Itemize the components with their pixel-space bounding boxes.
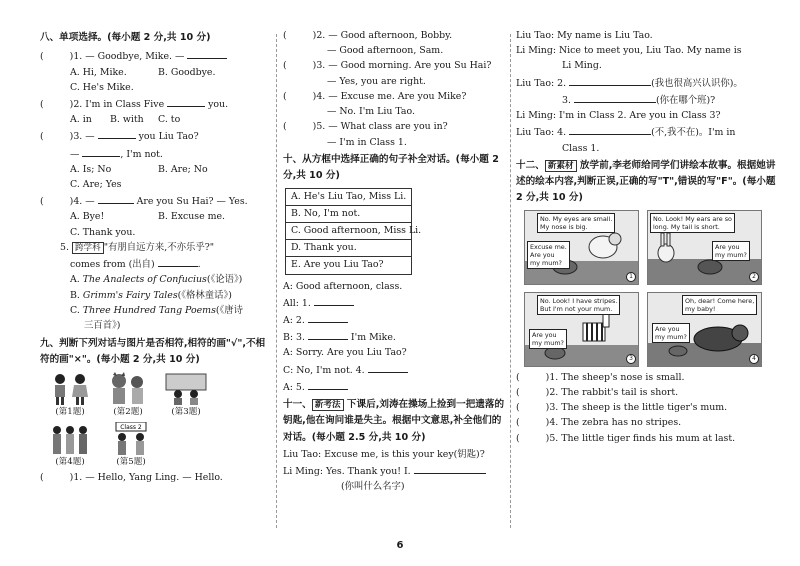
panel-number: 1 [626,272,636,282]
s12-item-3: ( )3. The sheep is the little tiger's mum. [516,402,728,414]
answer-blank[interactable] [308,380,348,390]
s8-q5-option-c-cont: 三百首》) [84,320,121,332]
option-d: D. Thank you. [286,240,411,257]
s9-picture-3 [164,372,208,418]
three-children-illustration [48,422,92,456]
picture-caption: (第5题) [116,456,146,467]
column-2 [283,30,505,497]
comic-panel-4 [647,292,762,367]
s10-dialogue-3: A: 2. [283,313,505,327]
speech-bubble: No. Look! I have stripes. But I'm not your mum. [537,295,620,315]
comic-panel-1 [524,210,639,285]
s9-picture-1 [48,372,92,418]
answer-blank[interactable] [574,93,656,103]
s9-q4-line2: — No. I'm Liu Tao. [327,106,415,118]
s9-pictures-row-2 [48,422,268,468]
answer-blank[interactable] [314,296,354,306]
answer-blank[interactable] [308,330,348,340]
picture-caption: (第2题) [113,406,143,417]
column-divider [276,34,277,528]
section-9-heading: 九、判断下列对话与图片是否相符,相符的画"√",不相符的画"×"。(每小题 2 分,共 10 分) [40,338,266,366]
panel-number: 2 [749,272,759,282]
s10-dialogue-1: A: Good afternoon, class. [283,280,403,292]
s9-q5: ( )5. — What class are you in? [283,121,448,133]
comic-panel-3 [524,292,639,367]
column-3 [516,30,778,448]
s9-q3: ( )3. — Good morning. Are you Su Hai? [283,60,492,72]
two-children-greeting-illustration [48,372,92,406]
answer-blank[interactable] [158,257,198,267]
s8-q5: 5. 跨学科 "有朋自远方来,不亦乐乎?" [60,241,215,253]
s11-line-2: Li Ming: Yes. Thank you! I. [283,464,505,478]
answer-blank[interactable] [187,49,227,59]
s12-item-1: ( )1. The sheep's nose is small. [516,371,685,383]
speech-bubble: No. My eyes are small. My nose is big. [537,213,615,233]
s11-line-5: Liu Tao: 2. (我也很高兴认识你)。 [516,77,743,89]
s11-line-6: 3. (你在哪个班)? [562,94,716,106]
picture-caption: (第1题) [55,406,85,417]
s11-line-1: Liu Tao: Excuse me, is this your key(钥匙)? [283,448,485,460]
option-e: E. Are you Liu Tao? [291,259,384,271]
tag-new-format: 新考法 [312,399,344,411]
s8-q5-option-a: A. The Analects of Confucius(《论语》) [70,274,243,286]
s11-line-2-hint: (你叫什么名字) [341,481,405,493]
s9-q4: ( )4. — Excuse me. Are you Mike? [283,90,467,102]
tag-new-material: 新素材 [545,160,577,172]
s10-dialogue-5: A: Sorry. Are you Liu Tao? [283,347,407,359]
section-10-heading: 十、从方框中选择正确的句子补全对话。(每小题 2 分,共 10 分) [283,153,499,182]
answer-blank[interactable] [308,313,348,323]
s8-q1: ( )1. — Goodbye, Mike. — [40,49,268,63]
class-sign-children-illustration [106,422,156,456]
s11-line-4-cont: Li Ming. [562,60,602,72]
column-1 [40,30,268,487]
s9-q2: ( )2. — Good afternoon, Bobby. [283,30,453,41]
s12-item-4: ( )4. The zebra has no stripes. [516,417,682,429]
cartoon-animals-illustration [106,372,150,406]
s10-dialogue-7: A: 5. [283,380,505,394]
s8-q3: ( )3. — you Liu Tao? [40,131,199,143]
answer-blank[interactable] [82,147,120,157]
s10-option-box [285,188,422,274]
s8-q4-options: A. Bye! B. Excuse me. [70,211,226,223]
picture-book-comic [524,210,760,366]
option-b: B. No, I'm not. [286,206,411,223]
answer-blank[interactable] [368,363,408,373]
comic-panel-2 [647,210,762,285]
panel-number: 4 [749,354,759,364]
speech-bubble: Excuse me. Are you my mum? [527,241,570,269]
answer-blank[interactable] [569,76,651,86]
s8-q4-option-c: C. Thank you. [70,226,136,238]
s12-item-2: ( )2. The rabbit's tail is short. [516,386,679,398]
speech-bubble: Are you my mum? [529,329,567,349]
option-c: C. Good afternoon, Miss Li. [286,223,411,240]
answer-blank[interactable] [167,97,205,107]
s9-pictures-row-1 [48,372,268,418]
s10-dialogue-6: C: No, I'm not. 4. [283,363,505,377]
class-sign-text: Class 2 [120,423,142,431]
s11-line-3: Liu Tao: My name is Liu Tao. [516,30,653,41]
s8-q4: ( )4. — Are you Su Hai? — Yes. [40,196,248,208]
s9-picture-4 [48,422,92,468]
speech-bubble: No. Look! My ears are so long. My tail is short. [650,213,735,233]
column-divider [510,34,511,528]
s8-q1-option-c: C. He's Mike. [70,81,134,93]
tag-interdisciplinary: 跨学科 [72,242,104,254]
answer-blank[interactable] [98,194,134,204]
s11-line-8: Liu Tao: 4. (不,我不在)。I'm in [516,127,736,139]
s11-line-9: Class 1. [562,142,600,154]
s8-q3-line2: — , I'm not. [70,148,163,160]
s8-q2-options: A. in B. with C. to [70,114,181,126]
section-11-heading: 十一、 新考法 下课后,刘涛在操场上捡到一把遗落的钥匙,他在询问谁是失主。根据中文意思,补全他们的对话。(每小题 2.5 分,共 10 分) [283,399,505,443]
s8-q3-option-c: C. Are; Yes [70,179,122,191]
s11-line-7: Li Ming: I'm in Class 2. Are you in Class 3? [516,110,721,122]
speech-bubble: Oh, dear! Come here, my baby! [682,295,757,315]
s8-q3-options: A. Is; No B. Are; No [70,163,208,175]
s9-picture-2 [106,372,150,418]
s8-q2: ( )2. I'm in Class Five you. [40,98,229,110]
answer-blank[interactable] [569,125,651,135]
s9-picture-5 [106,422,156,468]
speech-bubble: Are you my mum? [712,241,750,261]
panel-number: 3 [626,354,636,364]
s12-item-5: ( )5. The little tiger finds his mum at last. [516,432,736,444]
picture-caption: (第4题) [55,456,85,467]
s8-q5-option-c: C. Three Hundred Tang Poems(《唐诗 [70,304,243,316]
page-number: 6 [396,540,404,551]
s9-q3-line2: — Yes, you are right. [327,75,426,87]
section-8-heading: 八、单项选择。(每小题 2 分,共 10 分) [40,32,211,43]
s8-q1-options: A. Hi, Mike. B. Goodbye. [70,66,216,78]
s8-q5-line2: comes from (出自) . [70,259,201,271]
s9-q1: ( )1. — Hello, Yang Ling. — Hello. [40,471,223,483]
s11-line-4: Li Ming: Nice to meet you, Liu Tao. My name is [516,45,742,57]
s10-dialogue-4: B: 3. I'm Mike. [283,332,396,344]
section-12-heading: 十二、 新素材 放学前,李老师给同学们讲绘本故事。根据她讲述的绘本内容,判断正误,正确的写"T",错误的写"F"。(每小题 2 分,共 10 分) [516,159,776,204]
classroom-illustration [164,372,208,406]
answer-blank[interactable] [98,129,136,139]
answer-blank[interactable] [414,464,486,474]
s10-dialogue-2: All: 1. [283,296,505,310]
picture-caption: (第3题) [171,406,201,417]
option-a: A. He's Liu Tao, Miss Li. [286,189,411,206]
s9-q2-line2: — Good afternoon, Sam. [327,45,444,57]
speech-bubble: Are you my mum? [652,323,690,343]
s8-q5-option-b: B. Grimm's Fairy Tales(《格林童话》) [70,289,232,301]
s9-q5-line2: — I'm in Class 1. [327,136,407,148]
